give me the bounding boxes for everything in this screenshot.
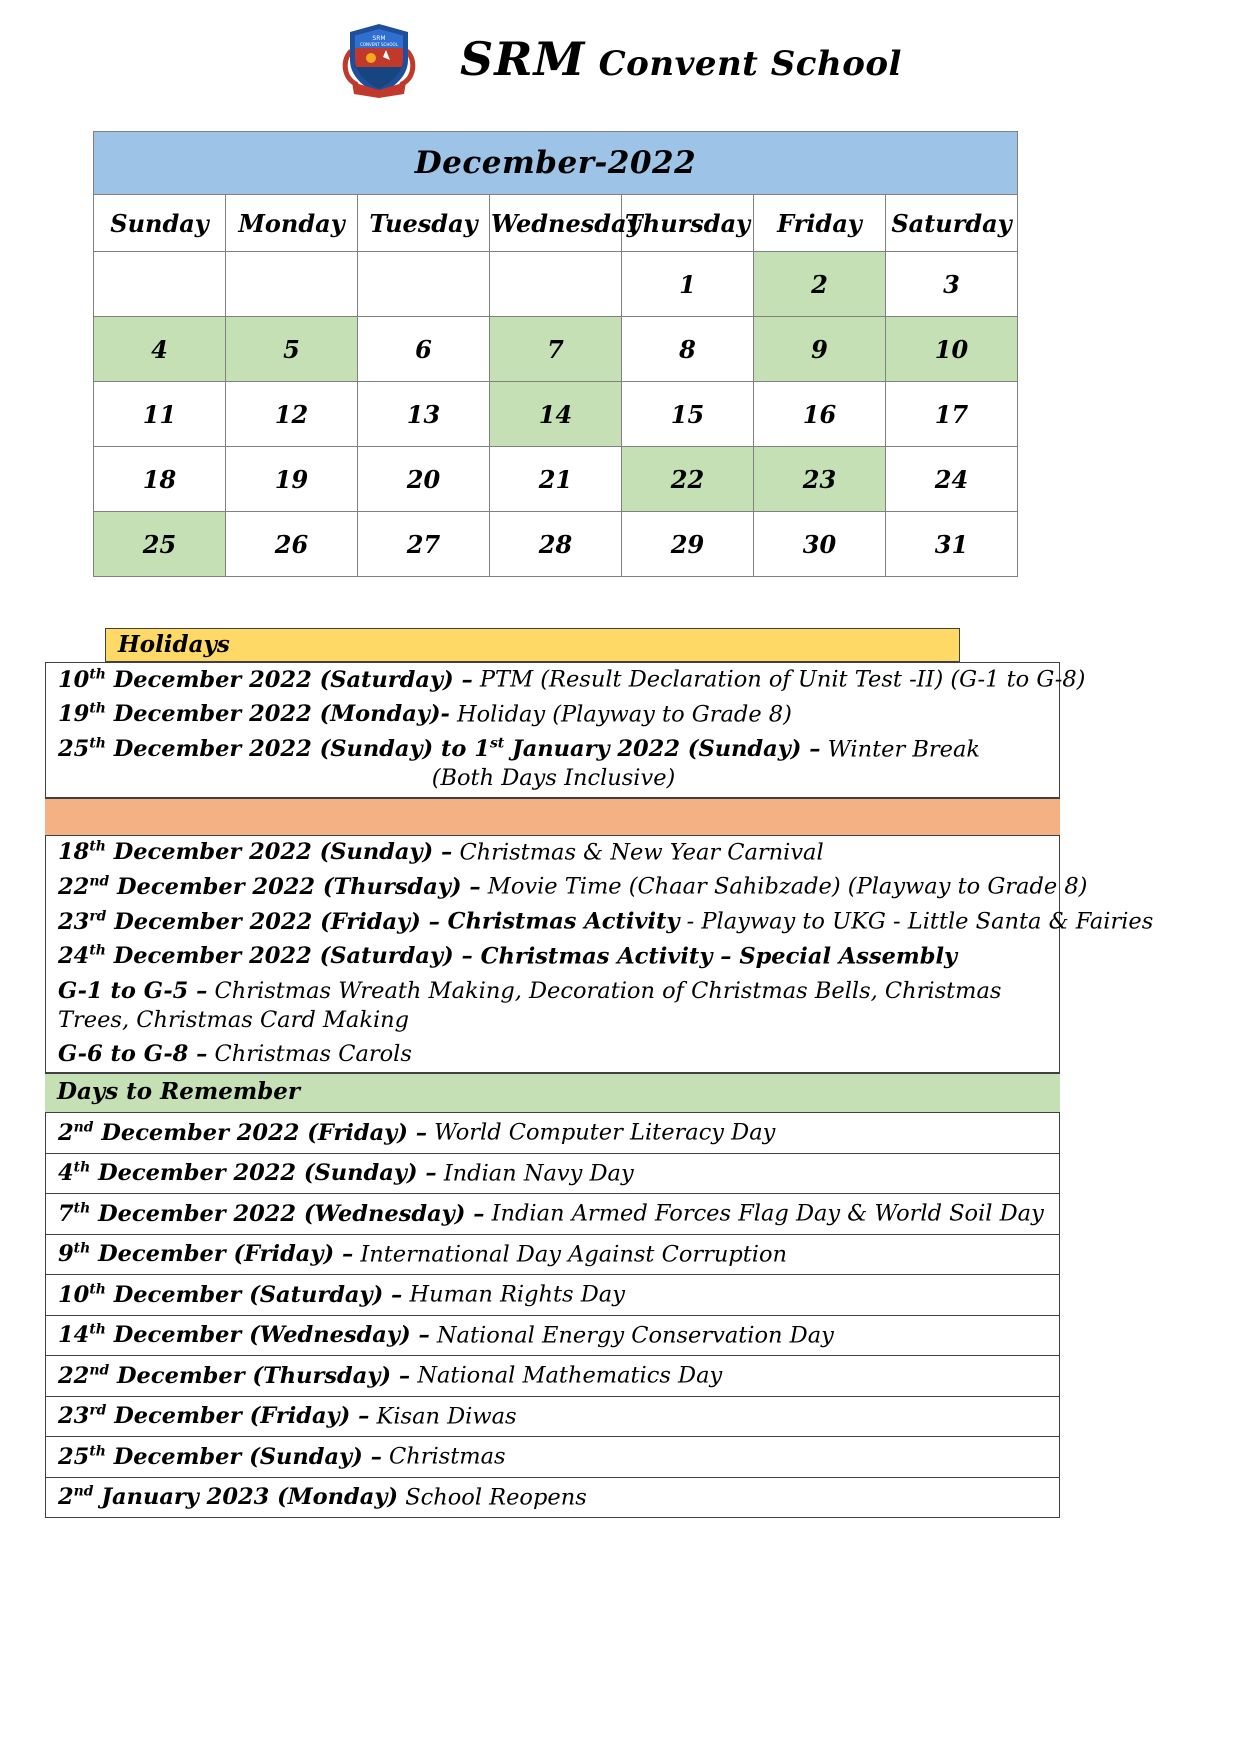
calendar-day-cell[interactable]: 8 [622,317,754,382]
activity-row [46,870,1088,905]
days-to-remember-date: 9th December (Friday) – [58,1240,354,1268]
calendar-day-cell[interactable]: 2 [754,252,886,317]
days-to-remember-text: World Computer Literacy Day [426,1119,776,1146]
days-to-remember-item [46,1478,1059,1518]
days-to-remember-text: National Energy Conservation Day [429,1322,834,1349]
calendar-day-cell[interactable]: 7 [490,317,622,382]
weekday-monday: Monday [226,195,358,252]
activities-block [45,836,1154,1074]
holiday-row [46,733,1059,797]
calendar-week-row [94,382,1018,447]
holiday-continuation: (Both Days Inclusive) [431,765,676,792]
days-to-remember-entry [58,1160,1049,1187]
activity-text: - Playway to UKG - Little Santa & Fairies [679,908,1154,935]
calendar-day-cell[interactable]: 18 [94,447,226,512]
holiday-entry [58,735,1049,765]
activity-entry [58,872,1088,902]
holidays-header-bar: Holidays [105,628,960,662]
days-to-remember-item [46,1437,1059,1478]
svg-text:SRM: SRM [372,35,386,42]
calendar-day-cell[interactable]: 23 [754,447,886,512]
page-header [0,0,1240,100]
days-to-remember-item [46,1275,1059,1316]
days-to-remember-date: 22nd December (Thursday) – [58,1362,411,1389]
calendar-day-cell[interactable]: 24 [886,447,1018,512]
activity-text: Movie Time (Chaar Sahibzade) (Playway to Grade 8) [480,873,1088,900]
days-to-remember-date: 4th December 2022 (Sunday) – [58,1159,437,1187]
holiday-text: PTM (Result Declaration of Unit Test -II) (G-1 to G-8) [472,666,1086,693]
days-to-remember-entry [58,1443,1049,1470]
weekday-tuesday: Tuesday [358,195,490,252]
days-to-remember-entry [58,1322,1049,1349]
days-to-remember-text: International Day Against Corruption [353,1241,788,1268]
days-to-remember-text: National Mathematics Day [410,1362,723,1389]
days-to-remember-date: 2nd January 2023 (Monday) [58,1483,399,1511]
grade-activity-entry [58,1040,1049,1069]
calendar-day-cell[interactable]: 10 [886,317,1018,382]
days-to-remember-date: 25th December (Sunday) – [58,1443,382,1470]
days-to-remember-entry [58,1403,1049,1430]
activity-bold-text: Christmas Activity – Special Assembly [472,943,958,970]
days-to-remember-item [46,1356,1059,1397]
activities-separator-bar [45,798,1060,836]
grade-activity-row [46,975,1059,1039]
days-to-remember-entry [58,1119,1049,1146]
activity-date: 23rd December 2022 (Friday) – [58,908,440,935]
days-to-remember-text: Human Rights Day [402,1281,625,1308]
calendar-day-cell[interactable]: 21 [490,447,622,512]
grade-activity-text: Christmas Wreath Making, Decoration of Christmas Bells, Christmas Trees, Christmas Card Making [58,977,1002,1033]
calendar-day-cell[interactable]: 31 [886,512,1018,577]
holiday-text: Winter Break [820,736,981,762]
calendar-day-cell[interactable]: 9 [754,317,886,382]
activity-bold-text: Christmas Activity [439,908,680,935]
holiday-date: 10th December 2022 (Saturday) – [58,666,473,693]
calendar-week-row [94,252,1018,317]
days-to-remember-block [45,1113,1060,1518]
holiday-text: Holiday (Playway to Grade 8) [449,701,792,728]
calendar-day-cell[interactable]: 28 [490,512,622,577]
school-title [460,32,902,86]
grade-range-label: G-1 to G-5 – [58,977,208,1004]
days-to-remember-entry [58,1484,1049,1511]
grade-activity-text: Christmas Carols [207,1041,412,1067]
days-to-remember-text: School Reopens [398,1484,587,1511]
calendar-day-cell[interactable]: 11 [94,382,226,447]
days-to-remember-item [46,1154,1059,1195]
calendar-container [93,131,1018,577]
calendar-day-cell[interactable]: 17 [886,382,1018,447]
holiday-row [46,663,1086,698]
calendar-day-cell[interactable]: 26 [226,512,358,577]
calendar-day-cell[interactable]: 16 [754,382,886,447]
days-to-remember-item [46,1316,1059,1357]
calendar-day-cell[interactable]: 15 [622,382,754,447]
calendar-day-cell[interactable]: 6 [358,317,490,382]
holiday-entry [58,700,1049,730]
calendar-day-cell[interactable]: 1 [622,252,754,317]
activity-entry [58,838,1049,868]
calendar-empty-cell [226,252,358,317]
calendar-day-cell[interactable]: 30 [754,512,886,577]
days-to-remember-text: Indian Navy Day [436,1160,634,1187]
calendar-empty-cell [490,252,622,317]
weekday-thursday: Thursday [622,195,754,252]
days-to-remember-text: Indian Armed Forces Flag Day & World Soil Day [484,1200,1044,1227]
calendar-day-cell[interactable]: 3 [886,252,1018,317]
school-abbreviation: SRM [460,32,586,86]
weekday-saturday: Saturday [886,195,1018,252]
days-to-remember-header-bar: Days to Remember [45,1073,1060,1113]
calendar-week-row [94,512,1018,577]
days-to-remember-date: 7th December 2022 (Wednesday) – [58,1200,485,1227]
calendar-day-cell[interactable]: 25 [94,512,226,577]
calendar-month-title: December-2022 [94,132,1018,195]
calendar-empty-cell [358,252,490,317]
activity-row [46,836,1059,871]
calendar-empty-cell [94,252,226,317]
calendar-week-row [94,317,1018,382]
holiday-date: 25th December 2022 (Sunday) to 1st January 2022 (Sunday) – [58,735,821,762]
days-to-remember-entry [58,1200,1049,1227]
weekday-wednesday: Wednesday [490,195,622,252]
calendar-day-cell[interactable]: 5 [226,317,358,382]
days-to-remember-date: 2nd December 2022 (Friday) – [58,1119,427,1146]
activity-entry [58,942,1049,972]
activity-date: 22nd December 2022 (Thursday) – [58,873,481,900]
days-to-remember-item [46,1235,1059,1276]
activity-date: 24th December 2022 (Saturday) – [58,942,473,970]
days-to-remember-date: 10th December (Saturday) – [58,1281,403,1308]
calendar-day-cell[interactable]: 27 [358,512,490,577]
calendar-day-cell[interactable]: 12 [226,382,358,447]
holiday-date: 19th December 2022 (Monday)- [58,700,450,728]
school-crest-icon [338,18,420,100]
days-to-remember-entry [58,1241,1049,1268]
calendar-day-cell[interactable]: 20 [358,447,490,512]
grade-activity-entry [58,977,1049,1036]
calendar-table [93,131,1018,577]
days-to-remember-entry [58,1362,1049,1389]
notes-section [45,628,1154,1518]
days-to-remember-entry [58,1281,1049,1308]
activity-date: 18th December 2022 (Sunday) – [58,838,453,865]
holiday-entry [58,665,1086,695]
activity-text: Christmas & New Year Carnival [452,839,824,865]
school-full-name: Convent School [598,44,902,84]
svg-text:CONVENT SCHOOL: CONVENT SCHOOL [360,42,398,47]
activity-entry [58,907,1154,937]
days-to-remember-item [46,1113,1059,1154]
calendar-week-row [94,447,1018,512]
calendar-day-cell[interactable]: 29 [622,512,754,577]
days-to-remember-text: Kisan Diwas [369,1403,517,1430]
days-to-remember-item [46,1194,1059,1235]
weekday-friday: Friday [754,195,886,252]
activity-row [46,940,1059,975]
calendar-weekday-header-row [94,195,1018,252]
grade-range-label: G-6 to G-8 – [58,1041,208,1067]
grade-activity-row [46,1038,1059,1072]
holidays-block [45,662,1086,798]
days-to-remember-date: 14th December (Wednesday) – [58,1321,430,1349]
days-to-remember-item [46,1397,1059,1438]
days-to-remember-text: Christmas [381,1443,506,1470]
calendar-day-cell[interactable]: 19 [226,447,358,512]
calendar-day-cell[interactable]: 13 [358,382,490,447]
calendar-body [94,252,1018,577]
weekday-sunday: Sunday [94,195,226,252]
calendar-day-cell[interactable]: 14 [490,382,622,447]
days-to-remember-date: 23rd December (Friday) – [58,1402,370,1430]
calendar-day-cell[interactable]: 22 [622,447,754,512]
calendar-day-cell[interactable]: 4 [94,317,226,382]
activity-row [46,905,1154,940]
holiday-row [46,698,1059,733]
